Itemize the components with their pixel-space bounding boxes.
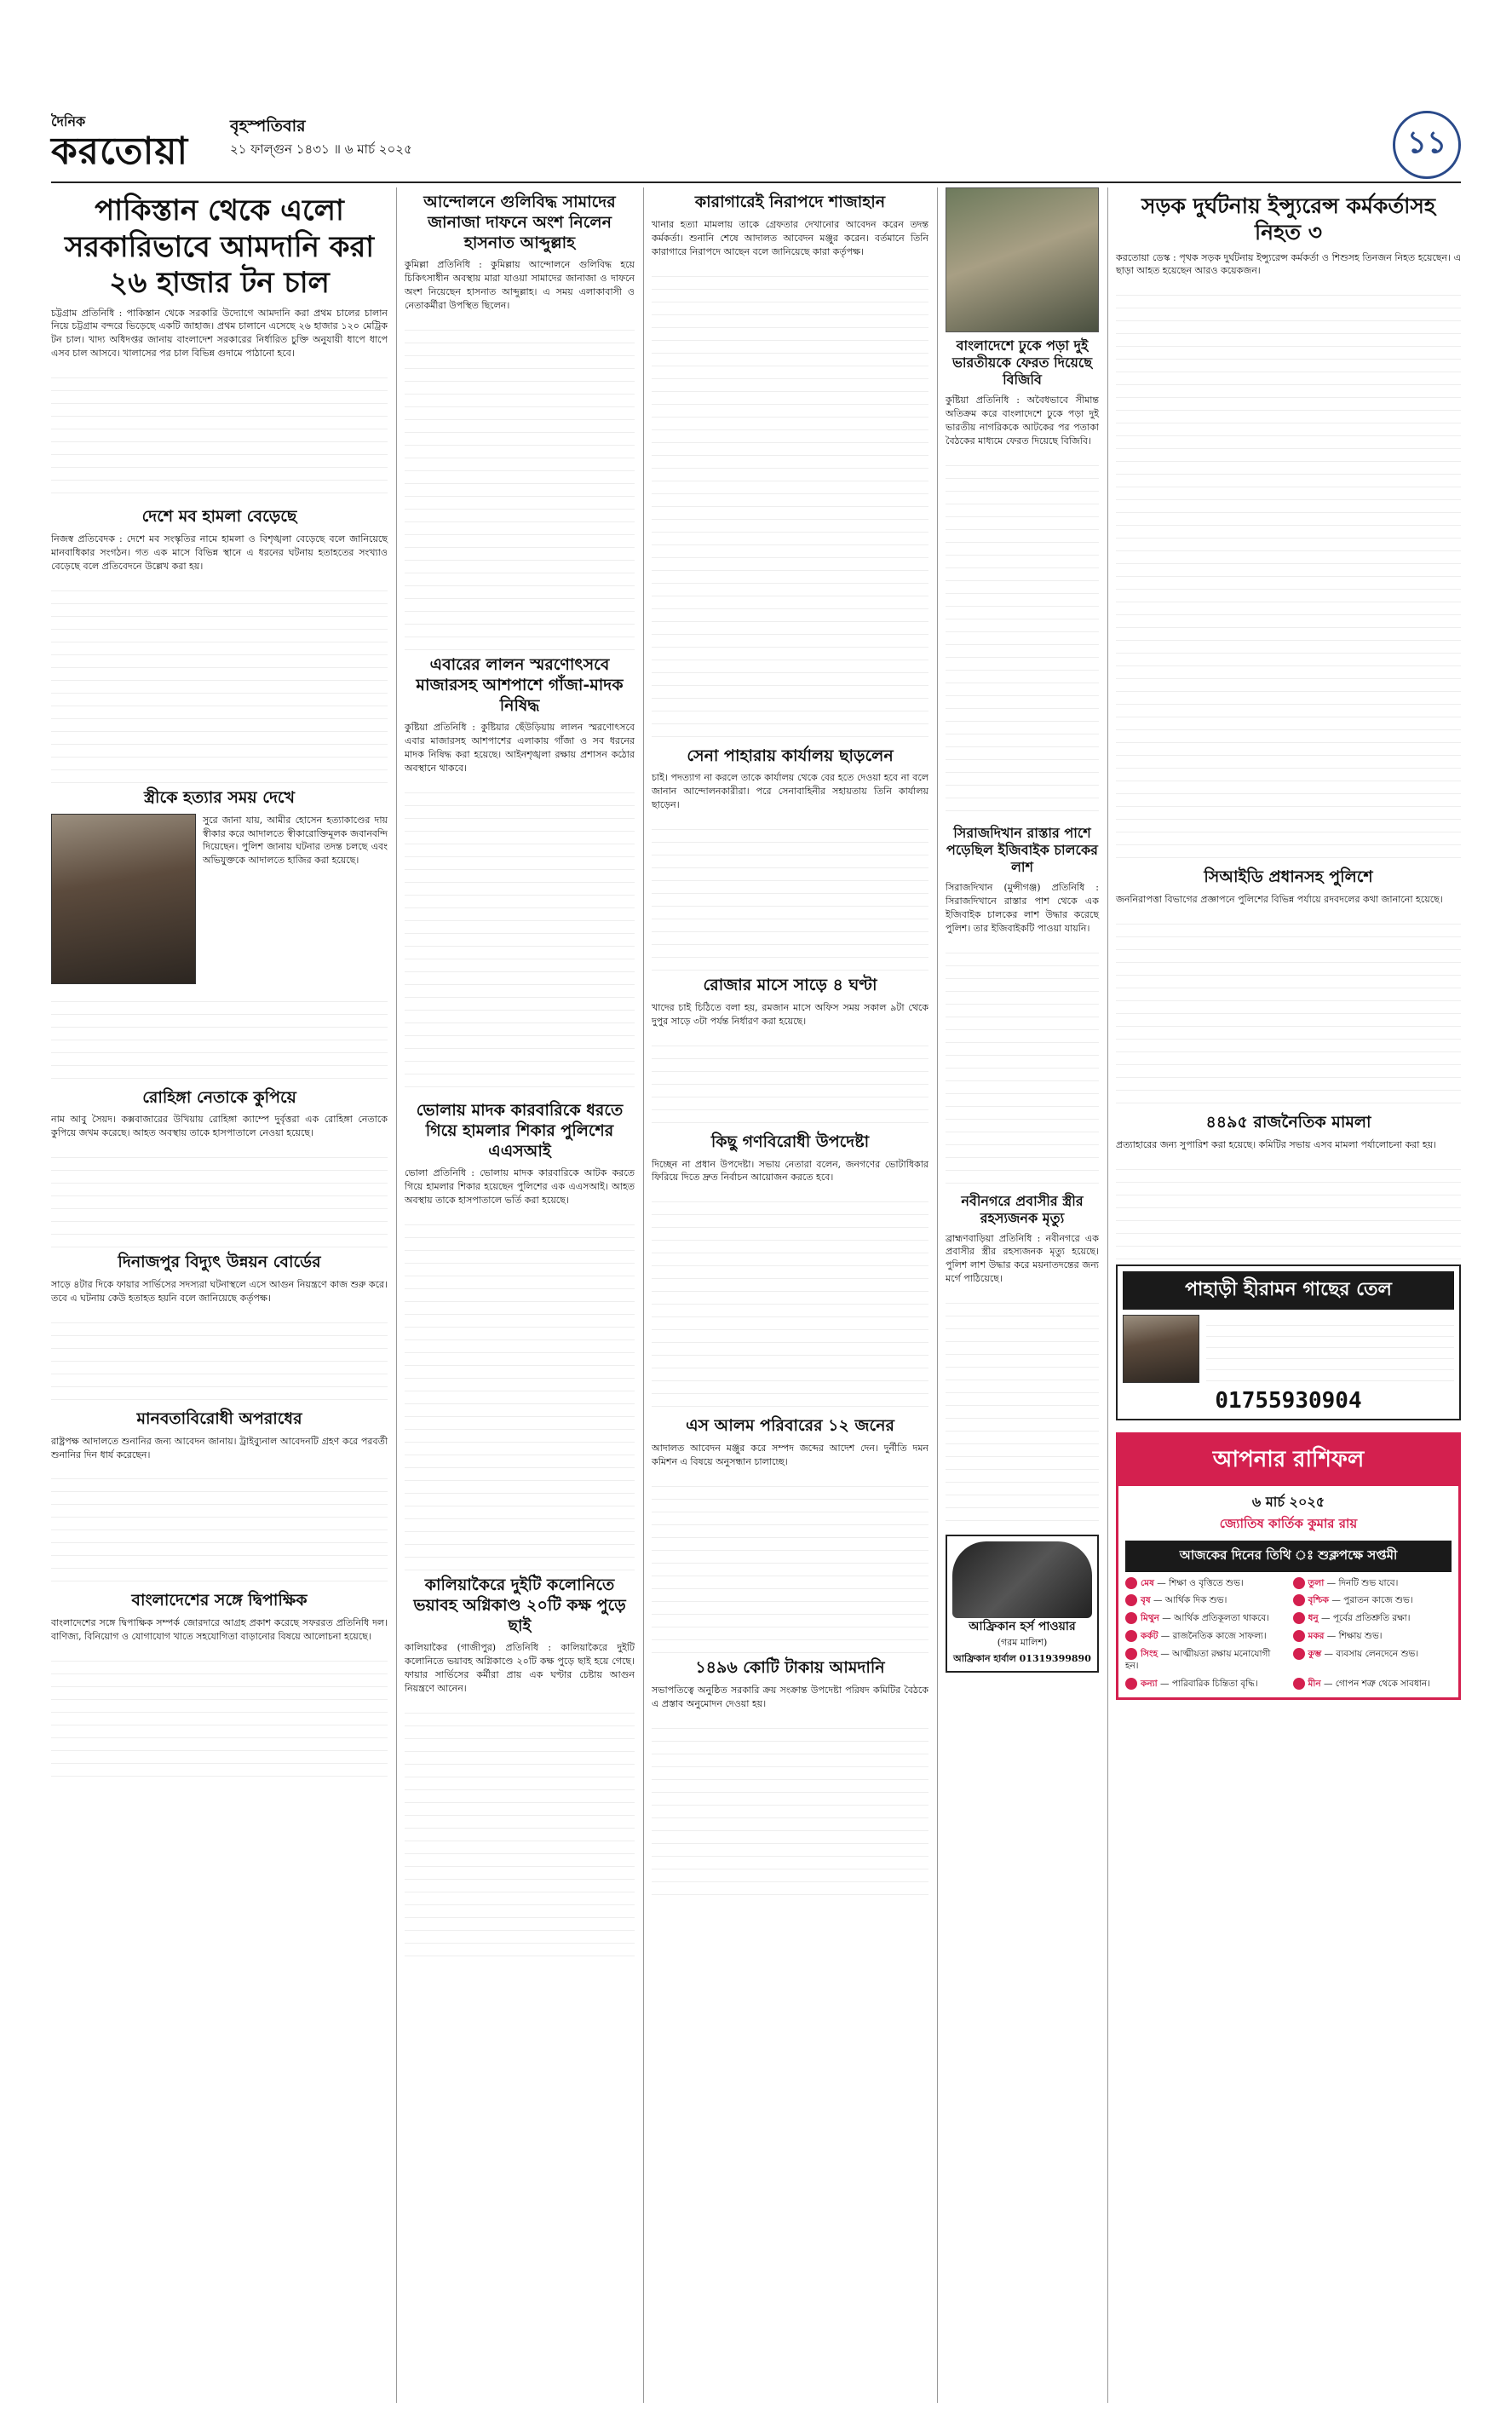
article-body: সিরাজদিখান (মুন্সীগঞ্জ) প্রতিনিধি : সিরাজদিখানে রাস্তার পাশ থেকে এক ইজিবাইক চালকের লাশ উদ্ধার করেছে পুলিশ। তার ইজিবাইকটি পাওয়া যায়নি। [946, 881, 1099, 934]
article-body: বাংলাদেশের সঙ্গে দ্বিপাক্ষিক সম্পর্ক জোরদারে আগ্রহ প্রকাশ করেছে সফররত প্রতিনিধি দল। বাণিজ্য, বিনিয়োগ ও যোগাযোগ খাতে সহযোগিতা বাড়ানোর বিষয়ে আলোচনা হয়েছে। [51, 1617, 388, 1643]
article-body: সভাপতিত্বে অনুষ্ঠিত সরকারি ক্রয় সংক্রান্ত উপদেষ্টা পরিষদ কমিটির বৈঠকে এ প্রস্তাব অনুমোদন দেওয়া হয়। [652, 1684, 928, 1709]
zodiac-icon [1125, 1630, 1137, 1642]
zodiac-icon [1125, 1594, 1137, 1606]
zodiac-icon [1293, 1648, 1305, 1660]
horoscope-item: বৃশ্চিক — পুরাতন কাজে শুভ। [1293, 1594, 1452, 1607]
column-divider [396, 187, 397, 2403]
horoscope-item: মীন — গোপন শত্রু থেকে সাবধান। [1293, 1678, 1452, 1691]
zodiac-icon [1293, 1577, 1305, 1589]
ad-phone: 01755930904 [1215, 1387, 1362, 1414]
article-body: খাদের চাই চিঠিতে বলা হয়, রমজান মাসে অফিস সময় সকাল ৯টা থেকে দুপুর সাড়ে ৩টা পর্যন্ত নির্ধারণ করা হয়েছে। [652, 1001, 928, 1027]
article-text-block [652, 264, 928, 741]
article-headline: সড়ক দুর্ঘটনায় ইন্স্যুরেন্স কর্মকর্তাসহ নিহত ৩ [1141, 193, 1435, 245]
ad-phone: আফ্রিকান হার্বাল 01319399890 [953, 1653, 1091, 1665]
horoscope-author: জ্যোতিষ কার্তিক কুমার রায় [1219, 1515, 1358, 1531]
horoscope-item: বৃষ — আর্থিক দিক শুভ। [1125, 1594, 1285, 1607]
article-text-block [946, 1291, 1099, 1529]
article-text-block [405, 1213, 635, 1570]
masthead-daily: দৈনিক [51, 113, 86, 130]
article-body: চট্টগ্রাম প্রতিনিধি : পাকিস্তান থেকে সরকারি উদ্যোগে আমদানি করা প্রথম চালের চালান নিয়ে চট্টগ্রাম বন্দরে ভিড়েছে একটি জাহাজ। প্রথম চালানে এসেছে ২৬ হাজার ১২০ মেট্রিক টন চাল। খাদ্য অধিদপ্তর জানায় বাংলাদেশ সরকারের নির্ধারিত চুক্তি অনুযায়ী ধাপে ধাপে এসব চাল আসবে। খালাসের পর চাল বিভিন্ন গুদামে পাঠানো হবে। [51, 307, 388, 360]
article-text-block [405, 1701, 635, 1956]
article-body: সুরে জানা যায়, আমীর হোসেন হত্যাকাণ্ডের দায় স্বীকার করে আদালতে স্বীকারোক্তিমূলক জবানবন্দি দিয়েছেন। পুলিশ জানায় ঘটনার তদন্ত চলছে এবং অভিযুক্তকে আদালতে হাজির করা হয়েছে। [203, 814, 388, 867]
article-body: নাম আবু সৈয়দ। কক্সবাজারের উখিয়ায় রোহিঙ্গা ক্যাম্পে দুর্বৃত্তরা এক রোহিঙ্গা নেতাকে কুপিয়ে জখম করেছে। আহত অবস্থায় তাকে হাসপাতালে নেওয়া হয়েছে। [51, 1114, 388, 1139]
article-text-block [405, 781, 635, 1096]
masthead-weekday: বৃহস্পতিবার [230, 117, 306, 135]
article-text-block [652, 817, 928, 971]
horoscope-item: কুম্ভ — ব্যবসায় লেনদেনে শুভ। [1293, 1648, 1452, 1673]
horoscope-box [1116, 1432, 1461, 1700]
column-4 [946, 187, 1099, 1673]
masthead [51, 111, 1461, 183]
article-text-block [51, 579, 388, 783]
article-text-block [1116, 283, 1461, 862]
article-headline: সিরাজদিখান রাস্তার পাশে পড়েছিল ইজিবাইক চালকের লাশ [946, 824, 1098, 875]
article-headline: স্ত্রীকে হত্যার সময় দেখে [143, 787, 296, 807]
horoscope-date: ৬ মার্চ ২০২৫ [1251, 1493, 1325, 1510]
column-3 [652, 187, 928, 1909]
article-headline: দেশে মব হামলা বেড়েছে [141, 507, 297, 527]
masthead-date: ২১ ফাল্গুন ১৪৩১ ॥ ৬ মার্চ ২০২৫ [230, 141, 412, 157]
article-text-block [51, 366, 388, 502]
zodiac-icon [1293, 1678, 1305, 1690]
article-body: ভোলা প্রতিনিধি : ভোলায় মাদক কারবারিকে আটক করতে গিয়ে হামলার শিকার হয়েছেন পুলিশের এক এএসআই। আহত অবস্থায় তাকে হাসপাতালে ভর্তি করা হয়েছে। [405, 1167, 635, 1207]
tithi-banner: আজকের দিনের তিথি ঃ শুক্লপক্ষে সপ্তমী [1125, 1541, 1452, 1572]
ad-portrait [1123, 1315, 1199, 1383]
advertisement-oil [1116, 1264, 1461, 1420]
horoscope-grid [1118, 1577, 1458, 1691]
article-text-block [51, 1466, 388, 1586]
article-body: কুষ্টিয়া প্রতিনিধি : কুষ্টিয়ার ছেঁউড়িয়ায় লালন স্মরণোৎসবে এবার মাজারসহ আশপাশের এলাকায় গাঁজা ও সব ধরনের মাদক নিষিদ্ধ করা হয়েছে। আইনশৃঙ্খলা রক্ষায় প্রশাসন কঠোর অবস্থানে থাকবে। [405, 722, 635, 775]
article-text-block [1116, 912, 1461, 1108]
article-text-block [652, 1034, 928, 1127]
zodiac-icon [1293, 1594, 1305, 1606]
article-headline: কারাগারেই নিরাপদে শাজাহান [694, 193, 886, 211]
article-text-block [51, 1311, 388, 1404]
article-headline: কালিয়াকৈরে দুইটি কলোনিতে ভয়াবহ অগ্নিকাণ্ড ২০টি কক্ষ পুড়ে ছাই [413, 1576, 626, 1635]
zodiac-icon [1125, 1648, 1137, 1660]
article-body: আদালত আবেদন মঞ্জুর করে সম্পদ জব্দের আদেশ দেন। দুর্নীতি দমন কমিশন এ বিষয়ে অনুসন্ধান চালাচ্ছে। [652, 1443, 928, 1468]
ad-subtitle: (গরম মালিশ) [997, 1636, 1048, 1648]
article-text-block [51, 1649, 388, 1777]
article-headline: ভোলায় মাদক কারবারিকে ধরতে গিয়ে হামলার শিকার পুলিশের এএসআই [416, 1101, 624, 1161]
article-headline: বাংলাদেশে ঢুকে পড়া দুই ভারতীয়কে ফেরত দিয়েছে বিজিবি [951, 337, 1093, 388]
article-body: ব্রাহ্মণবাড়িয়া প্রতিনিধি : নবীনগরে এক প্রবাসীর স্ত্রীর রহস্যজনক মৃত্যু হয়েছে। পুলিশ লাশ উদ্ধার করে ময়নাতদন্তের জন্য মর্গে পাঠিয়েছে। [946, 1232, 1099, 1285]
article-headline: মানবতাবিরোধী অপরাধের [136, 1408, 302, 1428]
article-text-block [652, 1190, 928, 1411]
column-divider [643, 187, 644, 2403]
article-text-block [405, 318, 635, 650]
article-text-block [652, 1474, 928, 1653]
zodiac-icon [1293, 1612, 1305, 1624]
article-headline: এবারের লালন স্মরণোৎসবে মাজারসহ আশপাশে গাঁজা-মাদক নিষিদ্ধ [416, 655, 624, 715]
bgf-returnees-photo [946, 187, 1099, 332]
zodiac-icon [1125, 1678, 1137, 1690]
article-body: খানার হত্যা মামলায় তাকে গ্রেফতার দেখানোর আবেদন করেন তদন্ত কর্মকর্তা। শুনানি শেষে আদালত আবেদন মঞ্জুর করেন। বর্তমানে তিনি কারাগারে নিরাপদে আছেন বলে জানিয়েছে কারা কর্তৃপক্ষ। [652, 218, 928, 257]
horoscope-item: মেষ — শিক্ষা ও বৃত্তিতে শুভ। [1125, 1577, 1285, 1590]
horoscope-item: কন্যা — পারিবারিক চিন্তিতা বৃদ্ধি। [1125, 1678, 1285, 1691]
article-headline: কিছু গণবিরোধী উপদেষ্টা [710, 1132, 870, 1151]
ad-title: পাহাড়ী হীরামন গাছের তেল [1123, 1271, 1454, 1310]
article-body: নিজস্ব প্রতিবেদক : দেশে মব সংস্কৃতির নামে হামলা ও বিশৃঙ্খলা বেড়েছে বলে জানিয়েছে মানবাধিকার সংগঠন। গত এক মাসে বিভিন্ন স্থানে এ ধরনের ঘটনায় হতাহতের সংখ্যাও বেড়েছে বলে প্রতিবেদনে উল্লেখ করা হয়। [51, 533, 388, 572]
article-headline: সেনা পাহারায় কার্যালয় ছাড়লেন [687, 746, 894, 765]
article-body: রাষ্ট্রপক্ষ আদালতে শুনানির জন্য আবেদন জানায়। ট্রাইব্যুনাল আবেদনটি গ্রহণ করে পরবর্তী শুনানির দিন ধার্য করেছেন। [51, 1435, 388, 1460]
column-2 [405, 187, 635, 1962]
column-1 [51, 187, 388, 1782]
horse-icon [952, 1541, 1092, 1618]
column-5 [1116, 187, 1461, 1700]
horoscope-item: সিংহ — আত্মীয়তা রক্ষায় মনোযোগী হন। [1125, 1648, 1271, 1672]
article-text-block [51, 1145, 388, 1247]
article-headline: ১৪৯৬ কোটি টাকায় আমদানি [695, 1658, 885, 1677]
horoscope-item: ধনু — পূর্বের প্রতিশ্রুতি রক্ষা। [1293, 1612, 1452, 1625]
horoscope-item: মিথুন — আর্থিক প্রতিকূলতা থাকবে। [1125, 1612, 1285, 1625]
zodiac-icon [1125, 1612, 1137, 1624]
article-body: কালিয়াকৈর (গাজীপুর) প্রতিনিধি : কালিয়াকৈরে দুইটি কলোনিতে ভয়াবহ অগ্নিকাণ্ডে ২০টি কক্ষ পুড়ে ছাই হয়ে গেছে। ফায়ার সার্ভিসের কর্মীরা প্রায় এক ঘণ্টার চেষ্টায় আগুন নিয়ন্ত্রণে আনেন। [405, 1642, 635, 1695]
ad-text-block [1206, 1315, 1454, 1383]
article-text-block [946, 941, 1099, 1188]
article-text-block [652, 1716, 928, 1904]
article-body: কুমিল্লা প্রতিনিধি : কুমিল্লায় আন্দোলনে গুলিবিদ্ধ হয়ে চিকিৎসাধীন অবস্থায় মারা যাওয়া সামাদের জানাজা ও দাফনে অংশ নিয়েছেন হাসনাত আব্দুল্লাহ। এ সময় এলাকাবাসী ও নেতাকর্মীরা উপস্থিত ছিলেন। [405, 259, 635, 312]
article-headline: আন্দোলনে গুলিবিদ্ধ সামাদের জানাজা দাফনে অংশ নিলেন হাসনাত আব্দুল্লাহ [423, 193, 616, 252]
article-headline: নবীনগরে প্রবাসীর স্ত্রীর রহস্যজনক মৃত্যু [961, 1192, 1084, 1226]
article-headline: সিআইডি প্রধানসহ পুলিশে [1204, 867, 1373, 887]
advertisement-horse-power [946, 1535, 1099, 1673]
zodiac-icon [1293, 1630, 1305, 1642]
horoscope-item: তুলা — দিনটি শুভ যাবে। [1293, 1577, 1452, 1590]
article-body: দিচ্ছেন না প্রধান উপদেষ্টা। সভায় নেতারা বলেন, জনগণের ভোটাধিকার ফিরিয়ে দিতে দ্রুত নির্বাচন আয়োজন করতে হবে। [652, 1158, 928, 1184]
accused-photo [51, 814, 196, 984]
horoscope-title: আপনার রাশিফল [1118, 1435, 1458, 1486]
article-text-block [1116, 1157, 1461, 1259]
column-divider [937, 187, 938, 2403]
article-headline: বাংলাদেশের সঙ্গে দ্বিপাক্ষিক [131, 1591, 308, 1610]
article-headline: রোজার মাসে সাড়ে ৪ ঘণ্টা [703, 976, 877, 995]
article-headline: রোহিঙ্গা নেতাকে কুপিয়ে [142, 1087, 296, 1107]
article-headline: দিনাজপুর বিদ্যুৎ উন্নয়ন বোর্ডের [118, 1253, 321, 1272]
article-body: চাই। পদত্যাগ না করলে তাকে কার্যালয় থেকে বের হতে দেওয়া হবে না বলে জানান আন্দোলনকারীরা। পরে সেনাবাহিনীর সহায়তায় তিনি কার্যালয় ছাড়েন। [652, 772, 928, 811]
page-number: ১১ [1393, 111, 1461, 179]
newspaper-logo: করতোয়া [51, 130, 189, 173]
article-body: প্রত্যাহারের জন্য সুপারিশ করা হয়েছে। কমিটির সভায় এসব মামলা পর্যালোচনা করা হয়। [1116, 1138, 1437, 1150]
article-body: কুষ্টিয়া প্রতিনিধি : অবৈধভাবে সীমান্ত অতিক্রম করে বাংলাদেশে ঢুকে পড়া দুই ভারতীয় নাগরিককে আটকের পর পতাকা বৈঠকের মাধ্যমে ফেরত দিয়েছে বিজিবি। [946, 395, 1099, 446]
article-body: জননিরাপত্তা বিভাগের প্রজ্ঞাপনে পুলিশের বিভিন্ন পর্যায়ে রদবদলের কথা জানানো হয়েছে। [1116, 894, 1443, 906]
article-body: করতোয়া ডেস্ক : পৃথক সড়ক দুর্ঘটনায় ইন্স্যুরেন্স কর্মকর্তা ও শিশুসহ তিনজন নিহত হয়েছেন। এ ছাড়া আহত হয়েছেন আরও কয়েকজন। [1116, 251, 1461, 277]
lead-headline: পাকিস্তান থেকে এলো সরকারিভাবে আমদানি করা ২৬ হাজার টন চাল [64, 193, 375, 300]
column-divider [1107, 187, 1108, 2403]
article-headline: এস আলম পরিবারের ১২ জনের [686, 1416, 894, 1436]
horoscope-item: কর্কট — রাজনৈতিক কাজে সাফল্য। [1125, 1630, 1285, 1643]
zodiac-icon [1125, 1577, 1137, 1589]
article-text-block [946, 453, 1099, 820]
ad-title: আফ্রিকান হর্স পাওয়ার [969, 1620, 1076, 1634]
article-headline: ৪৪৯৫ রাজনৈতিক মামলা [1205, 1113, 1371, 1132]
article-body: সাড়ে ৪টার দিকে ফায়ার সার্ভিসের সদস্যরা ঘটনাস্থলে এসে আগুন নিয়ন্ত্রণে কাজ শুরু করে। তবে এ ঘটনায় কেউ হতাহত হয়নি বলে জানিয়েছে কর্তৃপক্ষ। [51, 1278, 388, 1304]
article-text-block [51, 989, 388, 1083]
horoscope-item: মকর — শিক্ষায় শুভ। [1293, 1630, 1452, 1643]
